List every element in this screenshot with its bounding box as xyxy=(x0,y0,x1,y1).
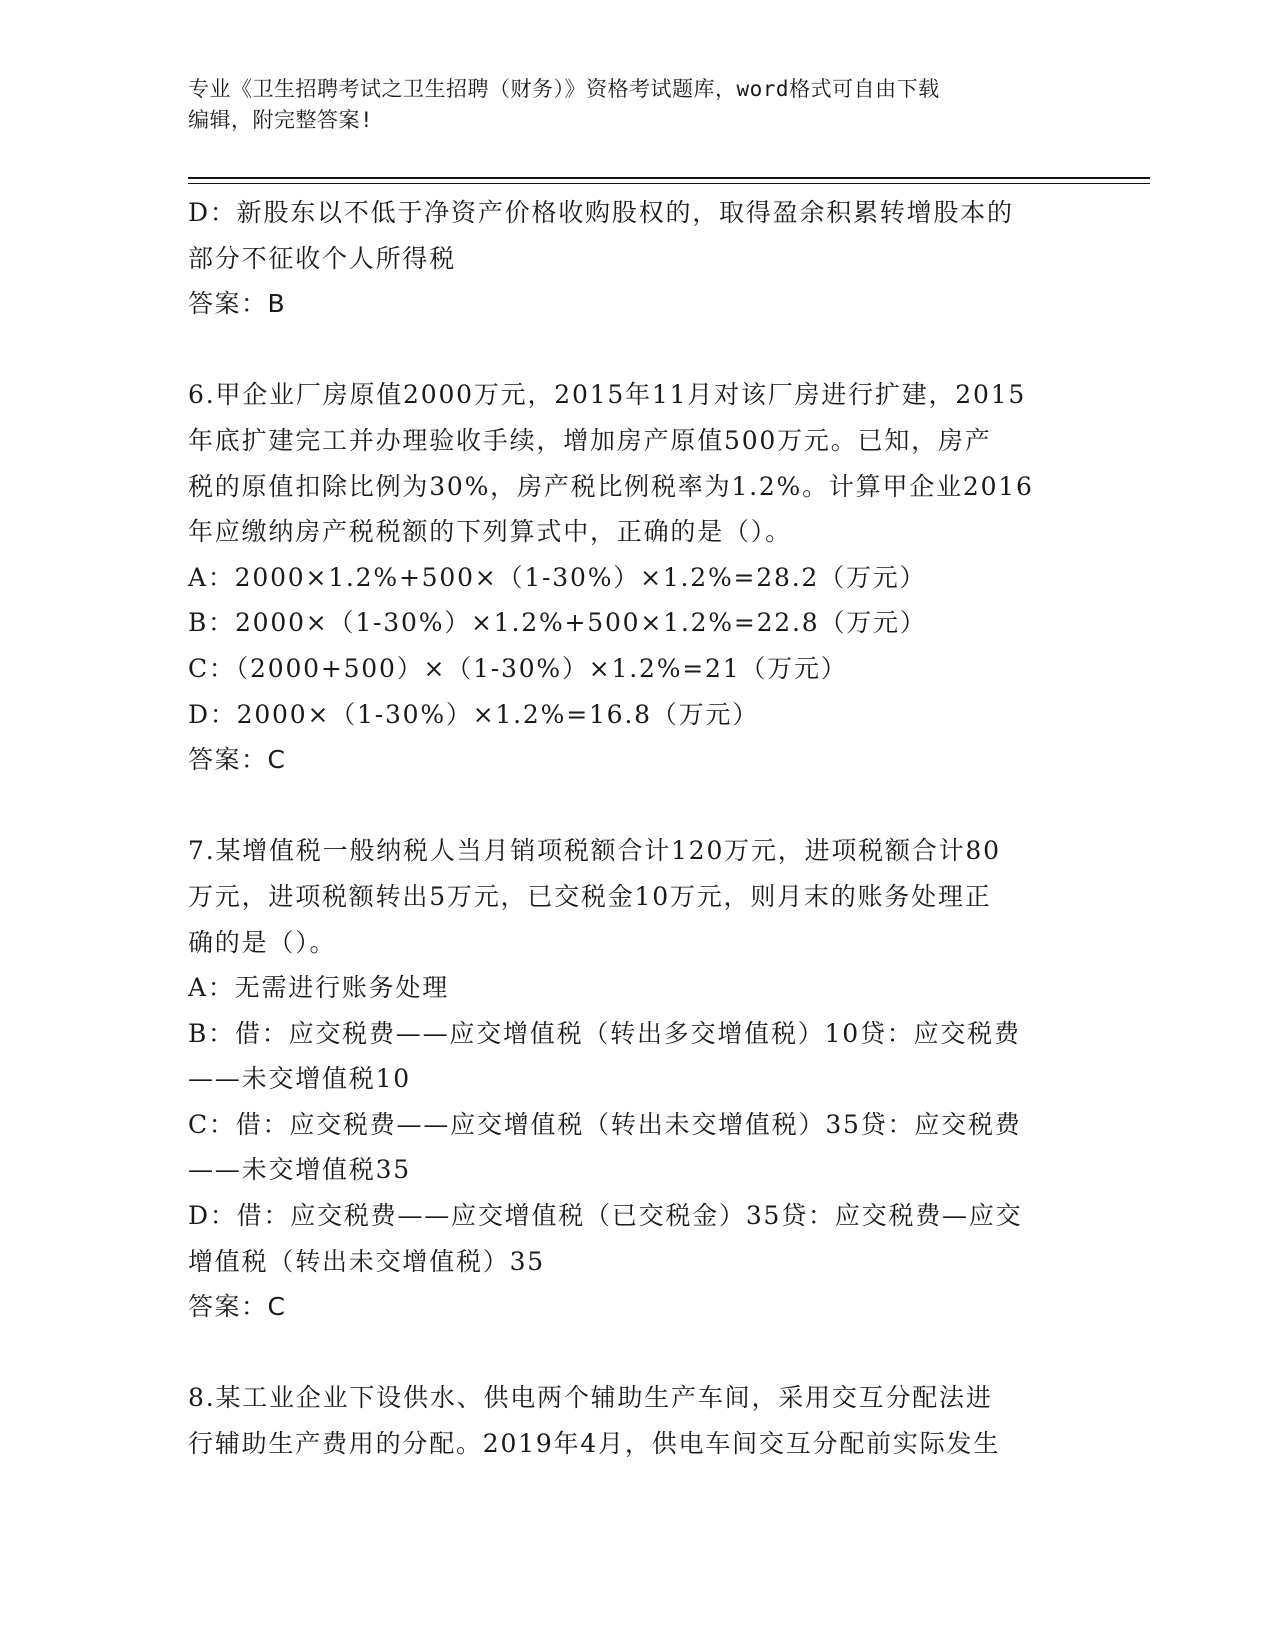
header-line-1: 专业《卫生招聘考试之卫生招聘（财务）》资格考试题库，word格式可自由下载 xyxy=(188,77,940,101)
question-stem: 税的原值扣除比例为30%，房产税比例税率为1.2%。计算甲企业2016 xyxy=(188,471,1034,501)
question-stem: 7.某增值税一般纳税人当月销项税额合计120万元，进项税额合计80 xyxy=(188,836,1001,866)
question-stem: 6.甲企业厂房原值2000万元，2015年11月对该厂房进行扩建，2015 xyxy=(188,380,1027,410)
option-a: A：2000×1.2%+500×（1-30%）×1.2%=28.2（万元） xyxy=(188,562,927,592)
question-stem: 年应缴纳房产税税额的下列算式中，正确的是（）。 xyxy=(188,517,792,547)
header-divider-thin xyxy=(188,183,1150,184)
document-body xyxy=(188,190,1088,1467)
option-d: D：新股东以不低于净资产价格收购股权的，取得盈余积累转增股本的 xyxy=(188,198,1014,227)
option-b-continued: ——未交增值税10 xyxy=(188,1064,412,1094)
question-5-tail xyxy=(188,190,1088,327)
header-divider-thick xyxy=(188,177,1150,179)
option-c: C：（2000+500）×（1-30%）×1.2%=21（万元） xyxy=(188,653,848,683)
option-d-continued: 部分不征收个人所得税 xyxy=(188,243,457,273)
option-b: B：2000×（1-30%）×1.2%+500×1.2%=22.8（万元） xyxy=(188,608,927,638)
option-b: B：借：应交税费——应交增值税（转出多交增值税）10贷：应交税费 xyxy=(188,1018,1021,1048)
answer: 答案：B xyxy=(188,289,287,319)
answer: 答案：C xyxy=(188,745,287,775)
spacer xyxy=(188,783,1088,829)
question-8 xyxy=(188,1375,1088,1466)
question-stem: 行辅助生产费用的分配。2019年4月，供电车间交互分配前实际发生 xyxy=(188,1429,1001,1459)
spacer xyxy=(188,1330,1088,1376)
question-6 xyxy=(188,372,1088,782)
header-line-2: 编辑，附完整答案! xyxy=(188,108,374,132)
option-a: A：无需进行账务处理 xyxy=(188,973,450,1003)
question-stem: 万元，进项税额转出5万元，已交税金10万元，则月末的账务处理正 xyxy=(188,881,992,911)
question-7 xyxy=(188,828,1088,1330)
option-d: D：借：应交税费——应交增值税（已交税金）35贷：应交税费—应交 xyxy=(188,1201,1023,1231)
option-c-continued: ——未交增值税35 xyxy=(188,1155,412,1185)
answer: 答案：C xyxy=(188,1292,287,1322)
option-d-continued: 增值税（转出未交增值税）35 xyxy=(188,1246,546,1276)
document-header xyxy=(188,74,1088,136)
spacer xyxy=(188,327,1088,373)
option-c: C：借：应交税费——应交增值税（转出未交增值税）35贷：应交税费 xyxy=(188,1109,1022,1139)
option-d: D：2000×（1-30%）×1.2%=16.8（万元） xyxy=(188,699,760,729)
question-stem: 确的是（）。 xyxy=(188,927,337,957)
question-stem: 年底扩建完工并办理验收手续，增加房产原值500万元。已知，房产 xyxy=(188,425,992,455)
question-stem: 8.某工业企业下设供水、供电两个辅助生产车间，采用交互分配法进 xyxy=(188,1383,993,1413)
